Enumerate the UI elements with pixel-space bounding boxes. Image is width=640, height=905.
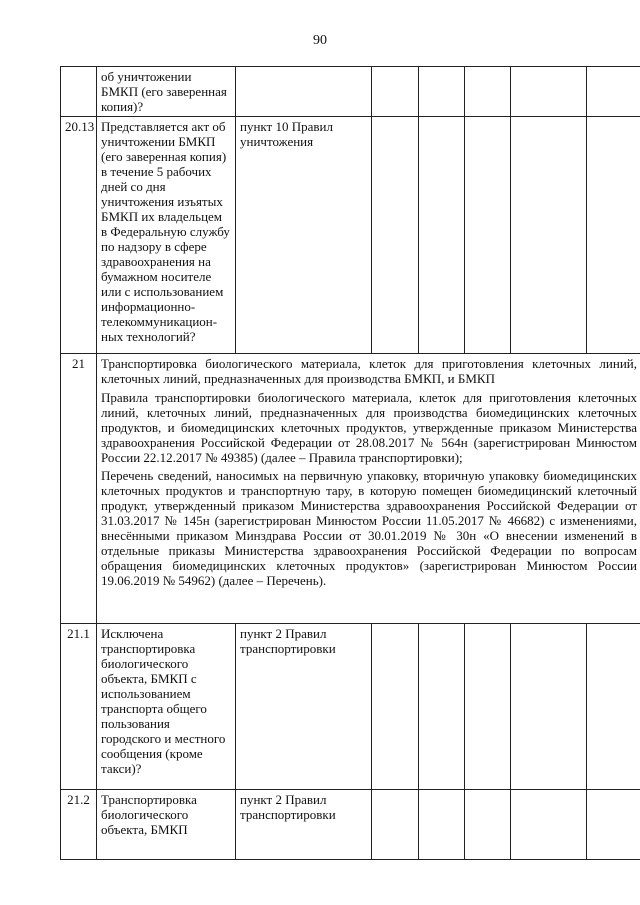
question-cell: Исключена транспортировка биологического объекта, БМКП с использованием транспорта общего пользования городского и местного сообщения (кроме такси)? <box>97 624 236 790</box>
answer-extra-cell <box>511 117 587 354</box>
section-heading: Транспортировка биологического материала, клеток для приготовления клеточных линий, клеточных линий, предназначенных для производства БМКП, и БМКП <box>101 356 637 386</box>
checklist-table <box>60 66 640 860</box>
reference-cell: пункт 10 Правил уничтожения <box>236 117 372 354</box>
section-paragraph: Перечень сведений, наносимых на первичную упаковку, вторичную упаковку биомедицинских клеточных продуктов и транспортную тару, в которую помещен биомедицинский клеточный продукт, утвержденный приказом Министерства здравоохранения Российской Федерации от 31.03.2017 № 145н (зарегистрирован Минюстом России 11.05.2017 № 46682) с изменениями, внесёнными приказом Минздрава России от 30.01.2019 № 30н «О внесении изменений в отдельные приказы Министерства здравоохранения Российской Федерации по вопросам обращения биомедицинских клеточных продуктов» (зарегистрирован Минюстом России 19.06.2019 № 54962) (далее – Перечень). <box>101 468 637 588</box>
notes-cell <box>587 624 640 790</box>
section-content <box>97 354 640 624</box>
reference-cell <box>236 67 372 117</box>
answer-no-cell <box>419 67 465 117</box>
notes-cell <box>587 117 640 354</box>
answer-yes-cell <box>372 790 419 860</box>
answer-na-cell <box>465 117 511 354</box>
page-number: 90 <box>313 33 327 48</box>
answer-no-cell <box>419 117 465 354</box>
table-row <box>61 117 640 354</box>
section-row <box>61 354 640 624</box>
question-cell: Транспортировка биологического объекта, БМКП <box>97 790 236 860</box>
answer-extra-cell <box>511 790 587 860</box>
row-number <box>61 67 97 117</box>
row-number: 20.13 <box>61 117 97 354</box>
answer-na-cell <box>465 624 511 790</box>
answer-yes-cell <box>372 67 419 117</box>
section-paragraph: Правила транспортировки биологического материала, клеток для приготовления клеточных линий, клеточных линий, предназначенных для производства биомедицинских клеточных продуктов, и биомедицинских клеточных продуктов, утвержденные приказом Министерства здравоохранения Российской Федерации от 28.08.2017 № 564н (зарегистрирован Минюстом России 22.12.2017 № 49385) (далее – Правила транспортировки); <box>101 390 637 465</box>
table-row <box>61 67 640 117</box>
section-number: 21 <box>61 354 97 624</box>
question-cell: об уничтожении БМКП (его заверенная копия)? <box>97 67 236 117</box>
answer-extra-cell <box>511 67 587 117</box>
table-row <box>61 790 640 860</box>
reference-cell: пункт 2 Правил транспортировки <box>236 624 372 790</box>
notes-cell <box>587 790 640 860</box>
answer-yes-cell <box>372 117 419 354</box>
reference-cell: пункт 2 Правил транспортировки <box>236 790 372 860</box>
question-cell: Представляется акт об уничтожении БМКП (его заверенная копия) в течение 5 рабочих дней со дня уничтожения изъятых БМКП их владельцем в Федеральную службу по надзору в сфере здравоохранения на бумажном носителе или с использованием информационно-телекоммуникацион-ных технологий? <box>97 117 236 354</box>
answer-no-cell <box>419 624 465 790</box>
table-row <box>61 624 640 790</box>
row-number: 21.1 <box>61 624 97 790</box>
answer-no-cell <box>419 790 465 860</box>
answer-na-cell <box>465 790 511 860</box>
answer-na-cell <box>465 67 511 117</box>
answer-extra-cell <box>511 624 587 790</box>
notes-cell <box>587 67 640 117</box>
answer-yes-cell <box>372 624 419 790</box>
row-number: 21.2 <box>61 790 97 860</box>
